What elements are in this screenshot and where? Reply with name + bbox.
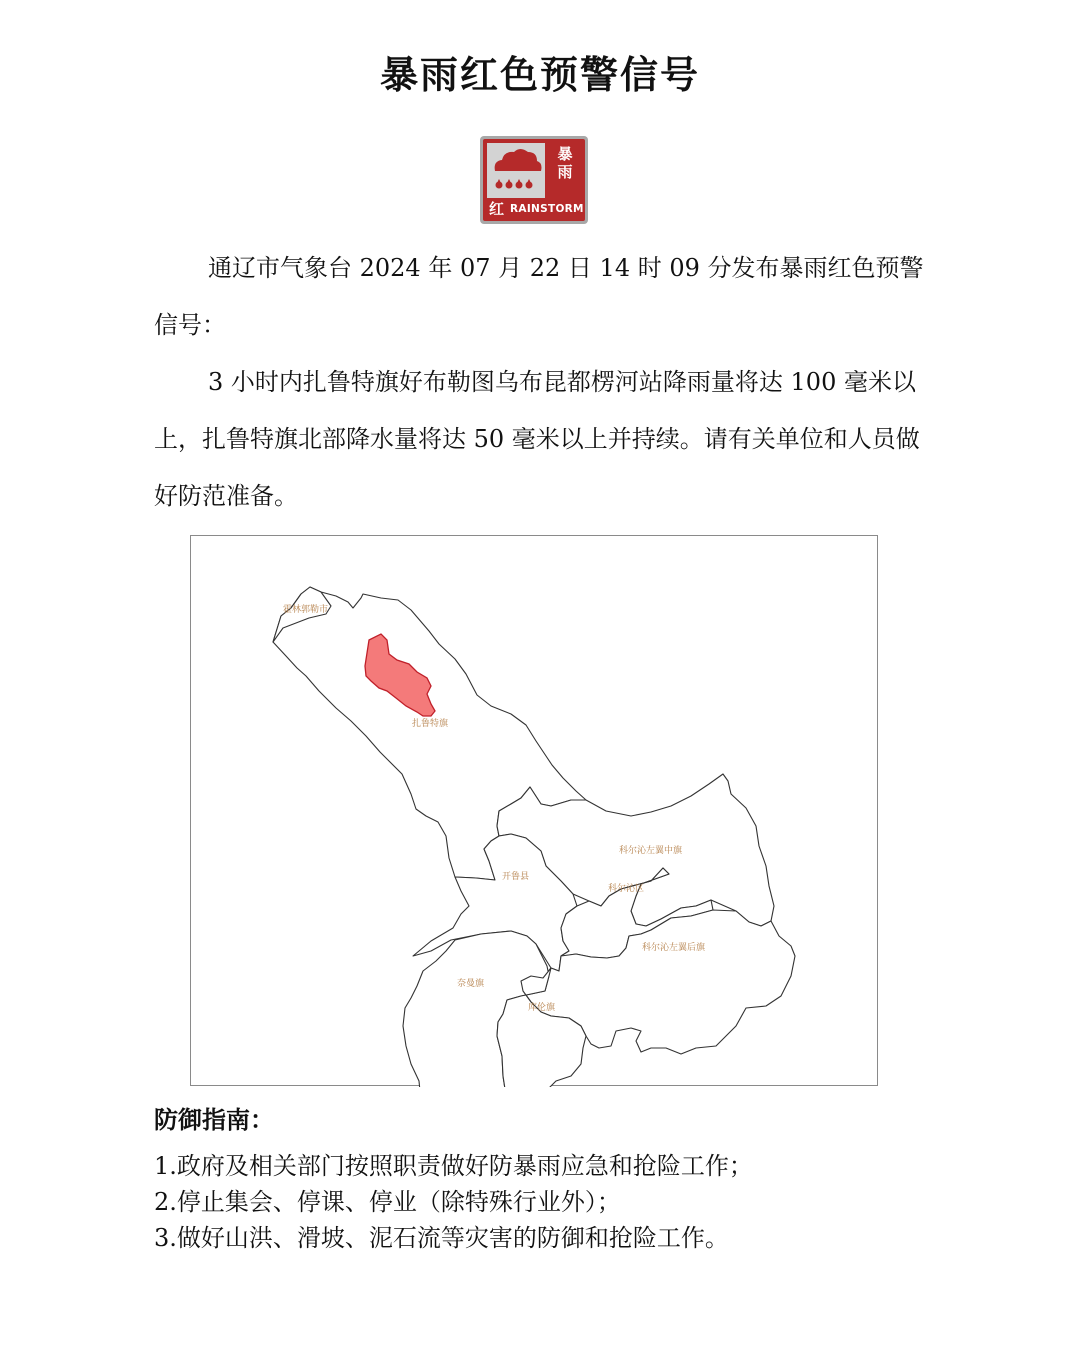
rainstorm-cloud-icon — [487, 143, 545, 198]
guide-item: 3.做好山洪、滑坡、泥石流等灾害的防御和抢险工作。 — [154, 1224, 729, 1252]
map-label-keerqin: 科尔沁区 — [608, 884, 645, 894]
badge-body — [483, 139, 585, 221]
map-label-kezuohou: 科尔沁左翼后旗 — [642, 943, 706, 953]
guide-item: 2.停止集会、停课、停业（除特殊行业外）； — [154, 1188, 621, 1216]
map-label-kulun: 库伦旗 — [528, 1003, 556, 1013]
badge-char-yu: 雨 — [557, 163, 573, 181]
map-label-kezuozhong: 科尔沁左翼中旗 — [619, 846, 683, 856]
rainstorm-red-warning-badge — [480, 136, 588, 224]
page-title: 暴雨红色预警信号 — [379, 52, 700, 97]
badge-char-bao: 暴 — [557, 145, 573, 163]
guide-item: 1.政府及相关部门按照职责做好防暴雨应急和抢险工作； — [154, 1152, 753, 1180]
map-label-huolinguole: 霍林郭勒市 — [283, 605, 329, 615]
badge-bottom-bar — [487, 199, 584, 218]
badge-english-label: RAINSTORM — [510, 202, 584, 215]
map-label-zhalute: 扎鲁特旗 — [412, 719, 449, 729]
warning-area-map — [190, 535, 878, 1086]
issue-paragraph: 通辽市气象台 2024 年 07 月 22 日 14 时 09 分发布暴雨红色预警信号： — [154, 254, 924, 339]
defense-guide-list — [154, 1148, 753, 1256]
map-label-naiman: 奈曼旗 — [457, 979, 485, 989]
forecast-paragraph: 3 小时内扎鲁特旗好布勒图乌布昆都楞河站降雨量将达 100 毫米以上，扎鲁特旗北部降水量将达 50 毫米以上并持续。请有关单位和人员做好防范准备。 — [154, 368, 920, 510]
badge-side-text — [549, 145, 581, 181]
map-label-kailu: 开鲁县 — [502, 872, 530, 882]
badge-level: 红 — [489, 200, 505, 218]
defense-guide-title: 防御指南： — [154, 1105, 274, 1134]
